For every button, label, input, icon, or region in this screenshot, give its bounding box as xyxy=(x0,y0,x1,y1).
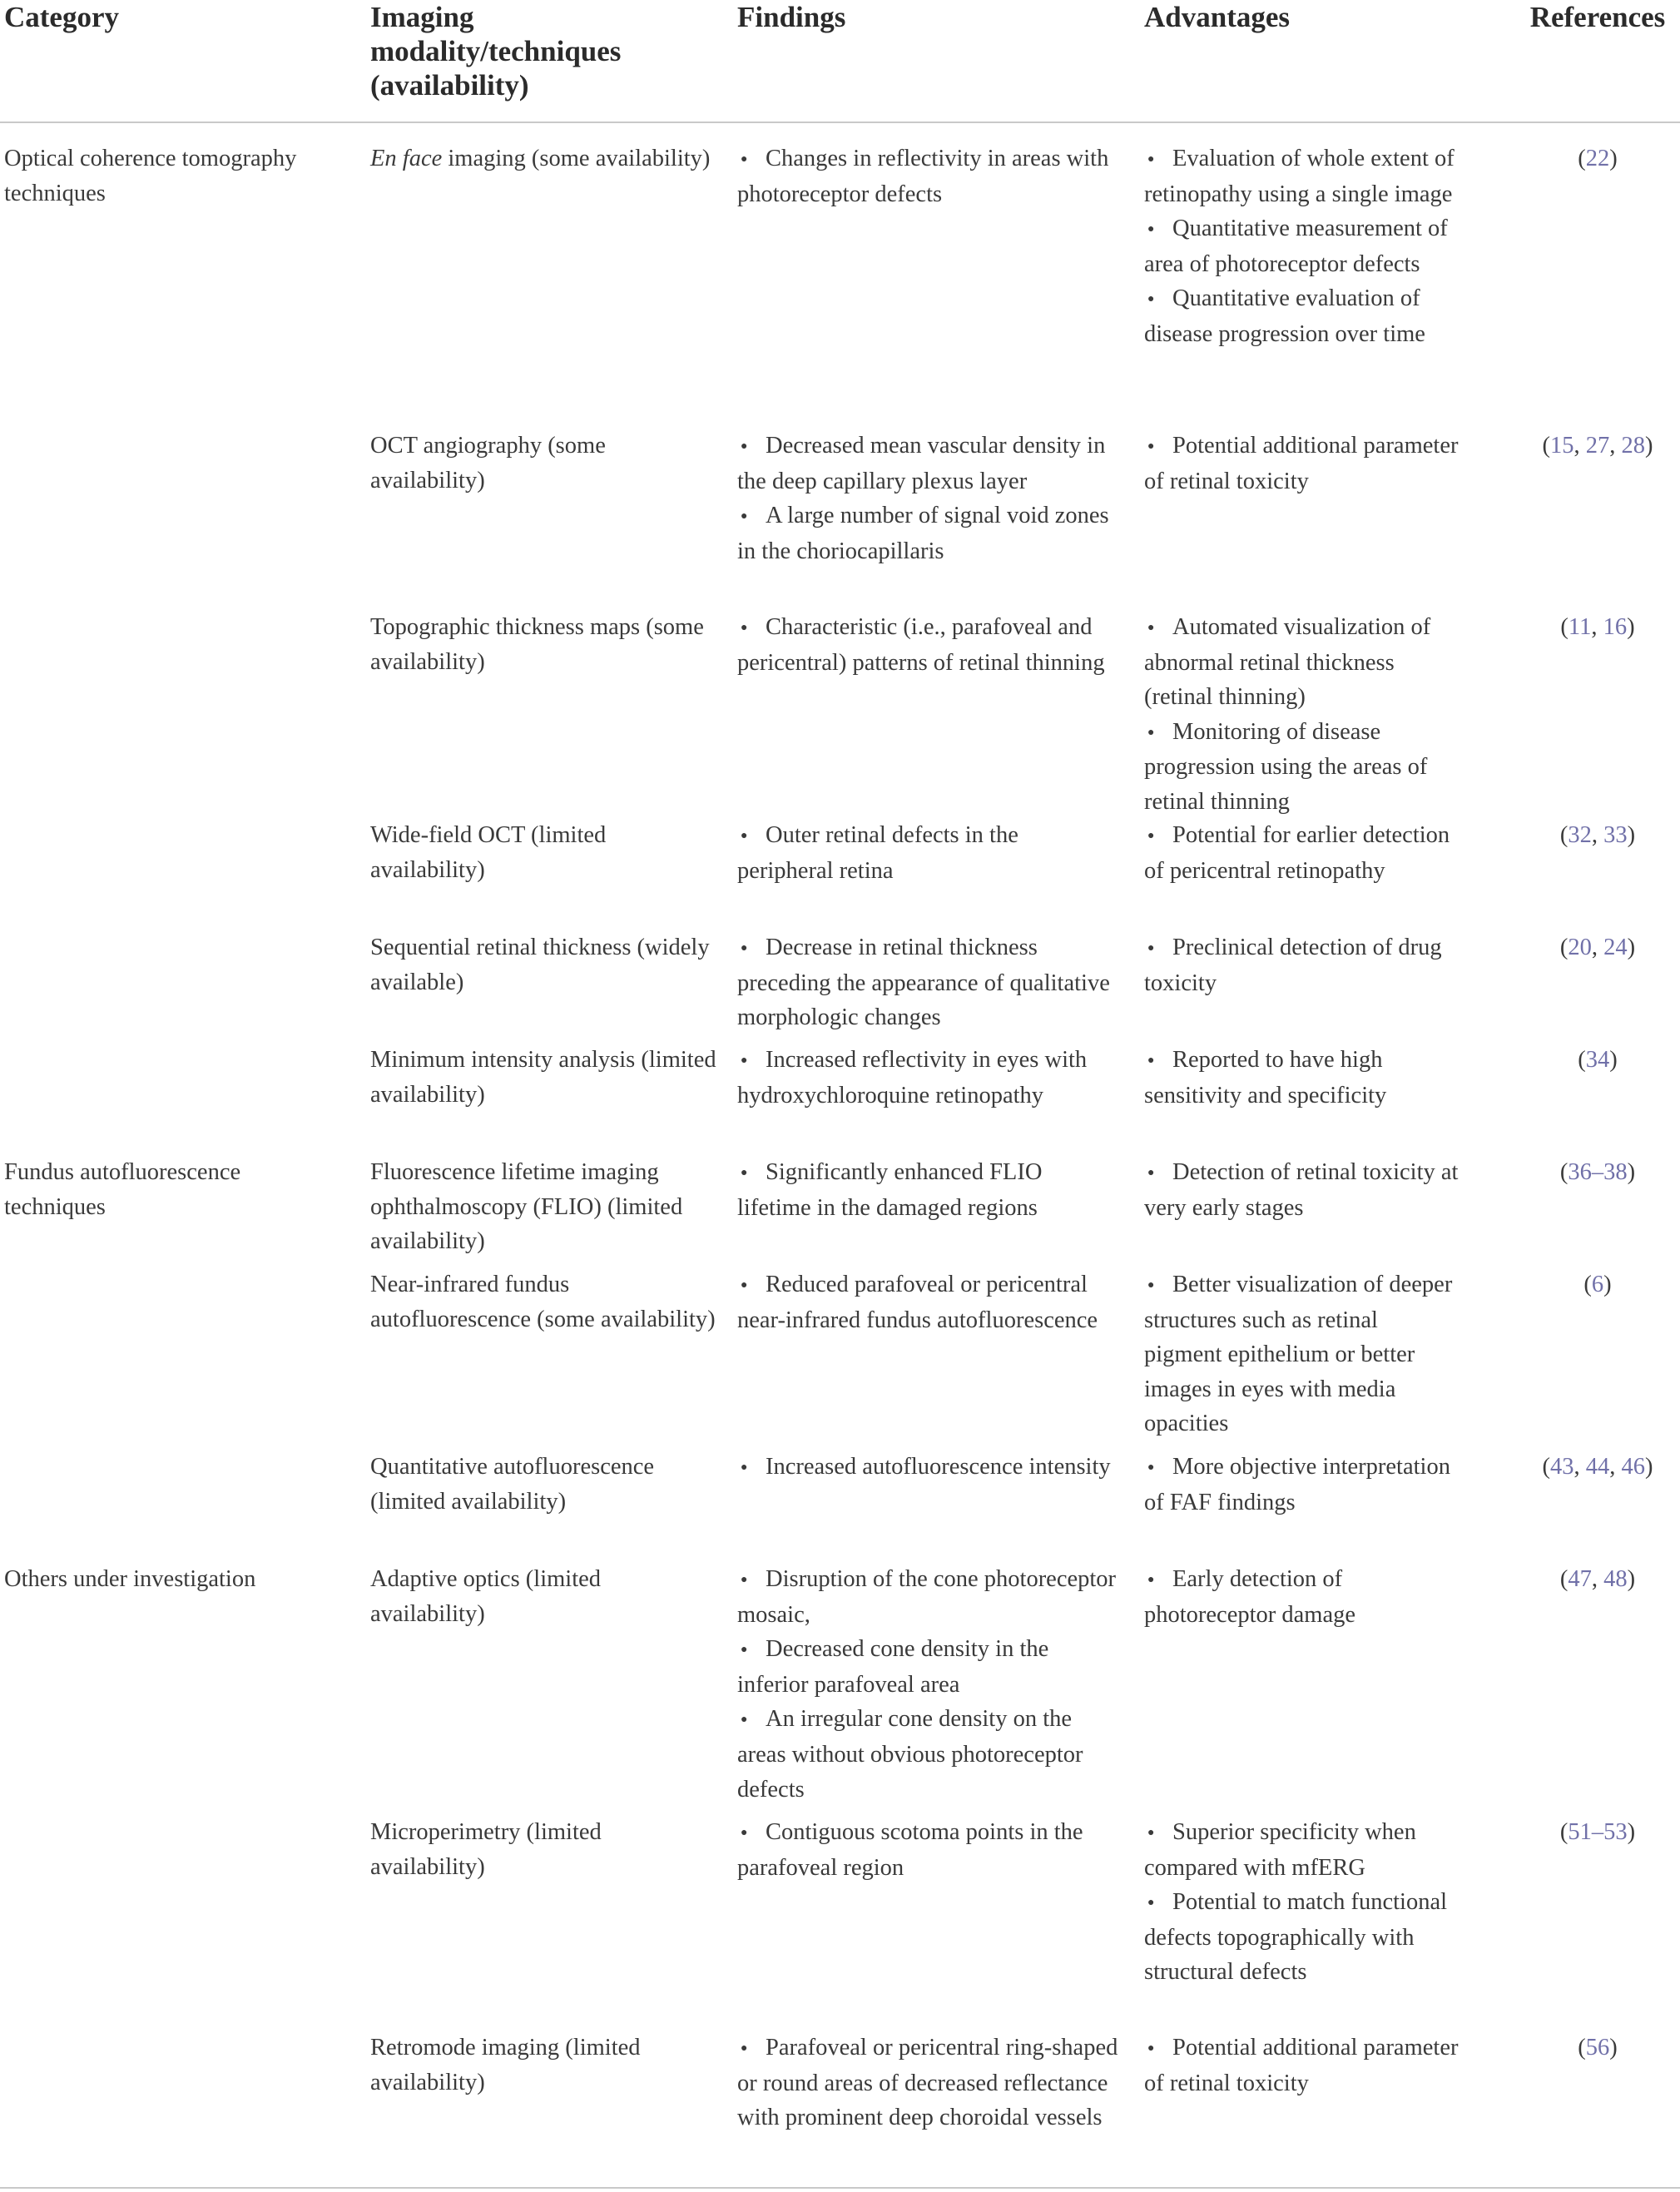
modality-text: Retromode imaging (limited availability) xyxy=(370,2035,641,2095)
finding-item: ● Reduced parafoveal or pericentral near-infrared fundus autofluorescence xyxy=(737,1267,1120,1337)
finding-item: ● Characteristic (i.e., parafoveal and pericentral) patterns of retinal thinning xyxy=(737,610,1120,680)
modality-text: Fluorescence lifetime imaging ophthalmoscopy (FLIO) (limited availability) xyxy=(370,1159,683,1255)
references-cell xyxy=(1498,1450,1680,1485)
reference-link: 46 xyxy=(1621,1454,1645,1480)
references-cell xyxy=(1498,1815,1680,1850)
ref-sep: , xyxy=(1573,1454,1586,1480)
reference-link: 27 xyxy=(1585,433,1610,459)
modality-cell xyxy=(370,930,720,999)
modality-cell xyxy=(370,429,720,498)
ref-paren: ( xyxy=(1559,822,1568,848)
finding-item: ● A large number of signal void zones in the choriocapillaris xyxy=(737,498,1120,568)
ref-paren: ( xyxy=(1583,1272,1592,1297)
references-cell xyxy=(1498,429,1680,464)
ref-paren: ) xyxy=(1627,822,1636,848)
header-advantages: Advantages xyxy=(1144,1,1291,33)
reference-link: 15 xyxy=(1550,433,1574,459)
category-cell: Optical coherence tomography techniques xyxy=(4,146,297,206)
findings-cell xyxy=(737,930,1120,1035)
references-cell xyxy=(1498,930,1680,965)
ref-paren: ( xyxy=(1559,1566,1568,1592)
reference-link: 51–53 xyxy=(1568,1819,1628,1845)
advantages-cell xyxy=(1144,1815,1460,1990)
modality-text: Wide-field OCT (limited availability) xyxy=(370,822,607,883)
advantages-cell xyxy=(1144,1562,1460,1632)
modality-cell xyxy=(370,818,720,887)
ref-paren: ) xyxy=(1645,1454,1653,1480)
ref-paren: ) xyxy=(1627,1159,1636,1185)
ref-paren: ( xyxy=(1559,935,1568,960)
modality-text: Sequential retinal thickness (widely available) xyxy=(370,935,710,995)
modality-emphasis: En face xyxy=(370,146,443,171)
findings-cell xyxy=(737,610,1120,680)
reference-link: 11 xyxy=(1568,614,1592,640)
reference-link: 16 xyxy=(1603,614,1628,640)
ref-paren: ( xyxy=(1578,1047,1586,1073)
reference-link: 6 xyxy=(1591,1272,1604,1297)
advantages-cell xyxy=(1144,930,1460,1000)
advantages-cell xyxy=(1144,1450,1460,1520)
finding-item: ● Parafoveal or pericentral ring-shaped or round areas of decreased reflectance with prominent deep choroidal vessels xyxy=(737,2031,1120,2135)
ref-paren: ( xyxy=(1542,433,1550,459)
references-cell xyxy=(1498,1267,1680,1302)
bottom-rule xyxy=(0,2187,1680,2189)
ref-paren: ( xyxy=(1560,614,1568,640)
modality-text: OCT angiography (some availability) xyxy=(370,433,606,493)
ref-sep: , xyxy=(1591,935,1604,960)
findings-cell xyxy=(737,141,1120,211)
advantages-cell xyxy=(1144,1155,1460,1225)
advantage-item: ● Quantitative measurement of area of photoreceptor defects xyxy=(1144,211,1460,281)
finding-item: ● Decreased mean vascular density in the deep capillary plexus layer xyxy=(737,429,1120,498)
modality-cell xyxy=(370,1043,720,1112)
advantage-item: ● Better visualization of deeper structures such as retinal pigment epithelium or better images in eyes with media opacities xyxy=(1144,1267,1460,1441)
modality-cell xyxy=(370,1267,720,1337)
reference-link: 32 xyxy=(1568,822,1592,848)
header-modality: Imaging modality/techniques (availability) xyxy=(370,1,622,102)
advantage-item: ● Potential to match functional defects topographically with structural defects xyxy=(1144,1885,1460,1990)
modality-cell xyxy=(370,610,720,679)
reference-link: 34 xyxy=(1585,1047,1610,1073)
references-cell xyxy=(1498,1562,1680,1597)
modality-text: Quantitative autofluorescence (limited availability) xyxy=(370,1454,655,1515)
advantage-item: ● Automated visualization of abnormal retinal thickness (retinal thinning) xyxy=(1144,610,1460,715)
reference-link: 20 xyxy=(1568,935,1592,960)
ref-paren: ( xyxy=(1559,1159,1568,1185)
reference-link: 28 xyxy=(1621,433,1645,459)
header-rule xyxy=(0,122,1680,123)
ref-paren: ) xyxy=(1609,1047,1618,1073)
modality-text: Topographic thickness maps (some availability) xyxy=(370,614,704,675)
ref-paren: ( xyxy=(1578,2035,1586,2061)
modality-text: Microperimetry (limited availability) xyxy=(370,1819,602,1880)
advantage-item: ● Monitoring of disease progression using the areas of retinal thinning xyxy=(1144,715,1460,820)
reference-link: 24 xyxy=(1603,935,1628,960)
findings-cell xyxy=(737,1267,1120,1337)
ref-paren: ) xyxy=(1627,1819,1636,1845)
findings-cell xyxy=(737,1815,1120,1885)
modality-cell xyxy=(370,2031,720,2100)
finding-item: ● Contiguous scotoma points in the parafoveal region xyxy=(737,1815,1120,1885)
references-cell xyxy=(1498,818,1680,853)
modality-text: imaging (some availability) xyxy=(442,146,711,171)
findings-cell xyxy=(737,818,1120,888)
ref-paren: ) xyxy=(1609,146,1618,171)
finding-item: ● Decrease in retinal thickness preceding the appearance of qualitative morphologic changes xyxy=(737,930,1120,1035)
advantages-cell xyxy=(1144,429,1460,498)
modality-cell xyxy=(370,1815,720,1884)
advantages-cell xyxy=(1144,818,1460,888)
advantage-item: ● Reported to have high sensitivity and specificity xyxy=(1144,1043,1460,1113)
references-cell xyxy=(1498,1043,1680,1078)
finding-item: ● Outer retinal defects in the peripheral retina xyxy=(737,818,1120,888)
ref-paren: ) xyxy=(1603,1272,1612,1297)
modality-text: Minimum intensity analysis (limited availability) xyxy=(370,1047,716,1108)
reference-link: 33 xyxy=(1603,822,1628,848)
advantage-item: ● Potential additional parameter of retinal toxicity xyxy=(1144,2031,1460,2100)
ref-paren: ) xyxy=(1627,1566,1636,1592)
finding-item: ● Significantly enhanced FLIO lifetime in the damaged regions xyxy=(737,1155,1120,1225)
finding-item: ● Decreased cone density in the inferior parafoveal area xyxy=(737,1632,1120,1702)
reference-link: 48 xyxy=(1603,1566,1628,1592)
modality-cell xyxy=(370,1155,720,1259)
references-cell xyxy=(1498,2031,1680,2066)
ref-paren: ( xyxy=(1559,1819,1568,1845)
findings-cell xyxy=(737,1562,1120,1807)
category-cell: Fundus autofluorescence techniques xyxy=(4,1159,241,1220)
reference-link: 22 xyxy=(1585,146,1610,171)
advantage-item: ● Preclinical detection of drug toxicity xyxy=(1144,930,1460,1000)
advantages-cell xyxy=(1144,610,1460,820)
advantage-item: ● Potential additional parameter of retinal toxicity xyxy=(1144,429,1460,498)
references-cell xyxy=(1498,141,1680,176)
ref-sep: , xyxy=(1573,433,1586,459)
modality-cell xyxy=(370,1450,720,1519)
header-category: Category xyxy=(4,1,120,33)
modality-text: Near-infrared fundus autofluorescence (some availability) xyxy=(370,1272,716,1332)
header-references: References xyxy=(1529,1,1666,33)
findings-cell xyxy=(737,2031,1120,2135)
ref-sep: , xyxy=(1591,822,1604,848)
findings-cell xyxy=(737,1450,1120,1485)
advantage-item: ● Early detection of photoreceptor damage xyxy=(1144,1562,1460,1632)
finding-item: ● Changes in reflectivity in areas with photoreceptor defects xyxy=(737,141,1120,211)
findings-cell xyxy=(737,1155,1120,1225)
ref-sep: , xyxy=(1609,1454,1622,1480)
ref-paren: ) xyxy=(1645,433,1653,459)
references-cell xyxy=(1498,1155,1680,1190)
reference-link: 43 xyxy=(1550,1454,1574,1480)
finding-item: ● Increased autofluorescence intensity xyxy=(737,1450,1120,1485)
ref-paren: ) xyxy=(1627,614,1635,640)
ref-paren: ( xyxy=(1542,1454,1550,1480)
advantage-item: ● Superior specificity when compared with mfERG xyxy=(1144,1815,1460,1885)
ref-paren: ) xyxy=(1609,2035,1618,2061)
advantage-item: ● More objective interpretation of FAF findings xyxy=(1144,1450,1460,1520)
findings-cell xyxy=(737,429,1120,568)
finding-item: ● Disruption of the cone photoreceptor mosaic, xyxy=(737,1562,1120,1632)
modality-cell xyxy=(370,1562,720,1631)
advantages-cell xyxy=(1144,141,1460,352)
modality-cell xyxy=(370,141,720,176)
advantages-cell xyxy=(1144,2031,1460,2100)
ref-paren: ( xyxy=(1578,146,1586,171)
advantage-item: ● Potential for earlier detection of pericentral retinopathy xyxy=(1144,818,1460,888)
advantage-item: ● Evaluation of whole extent of retinopathy using a single image xyxy=(1144,141,1460,211)
ref-paren: ) xyxy=(1627,935,1636,960)
advantage-item: ● Detection of retinal toxicity at very early stages xyxy=(1144,1155,1460,1225)
reference-link: 44 xyxy=(1585,1454,1610,1480)
category-cell: Others under investigation xyxy=(4,1566,256,1592)
reference-link: 47 xyxy=(1568,1566,1592,1592)
reference-link: 36–38 xyxy=(1568,1159,1628,1185)
references-cell xyxy=(1498,610,1680,645)
ref-sep: , xyxy=(1609,433,1622,459)
reference-link: 56 xyxy=(1585,2035,1610,2061)
modality-text: Adaptive optics (limited availability) xyxy=(370,1566,602,1627)
header-findings: Findings xyxy=(737,1,846,33)
advantages-cell xyxy=(1144,1267,1460,1441)
ref-sep: , xyxy=(1591,1566,1604,1592)
advantages-cell xyxy=(1144,1043,1460,1113)
finding-item: ● Increased reflectivity in eyes with hydroxychloroquine retinopathy xyxy=(737,1043,1120,1113)
ref-sep: , xyxy=(1591,614,1603,640)
findings-cell xyxy=(737,1043,1120,1113)
finding-item: ● An irregular cone density on the areas without obvious photoreceptor defects xyxy=(737,1702,1120,1807)
advantage-item: ● Quantitative evaluation of disease progression over time xyxy=(1144,281,1460,351)
